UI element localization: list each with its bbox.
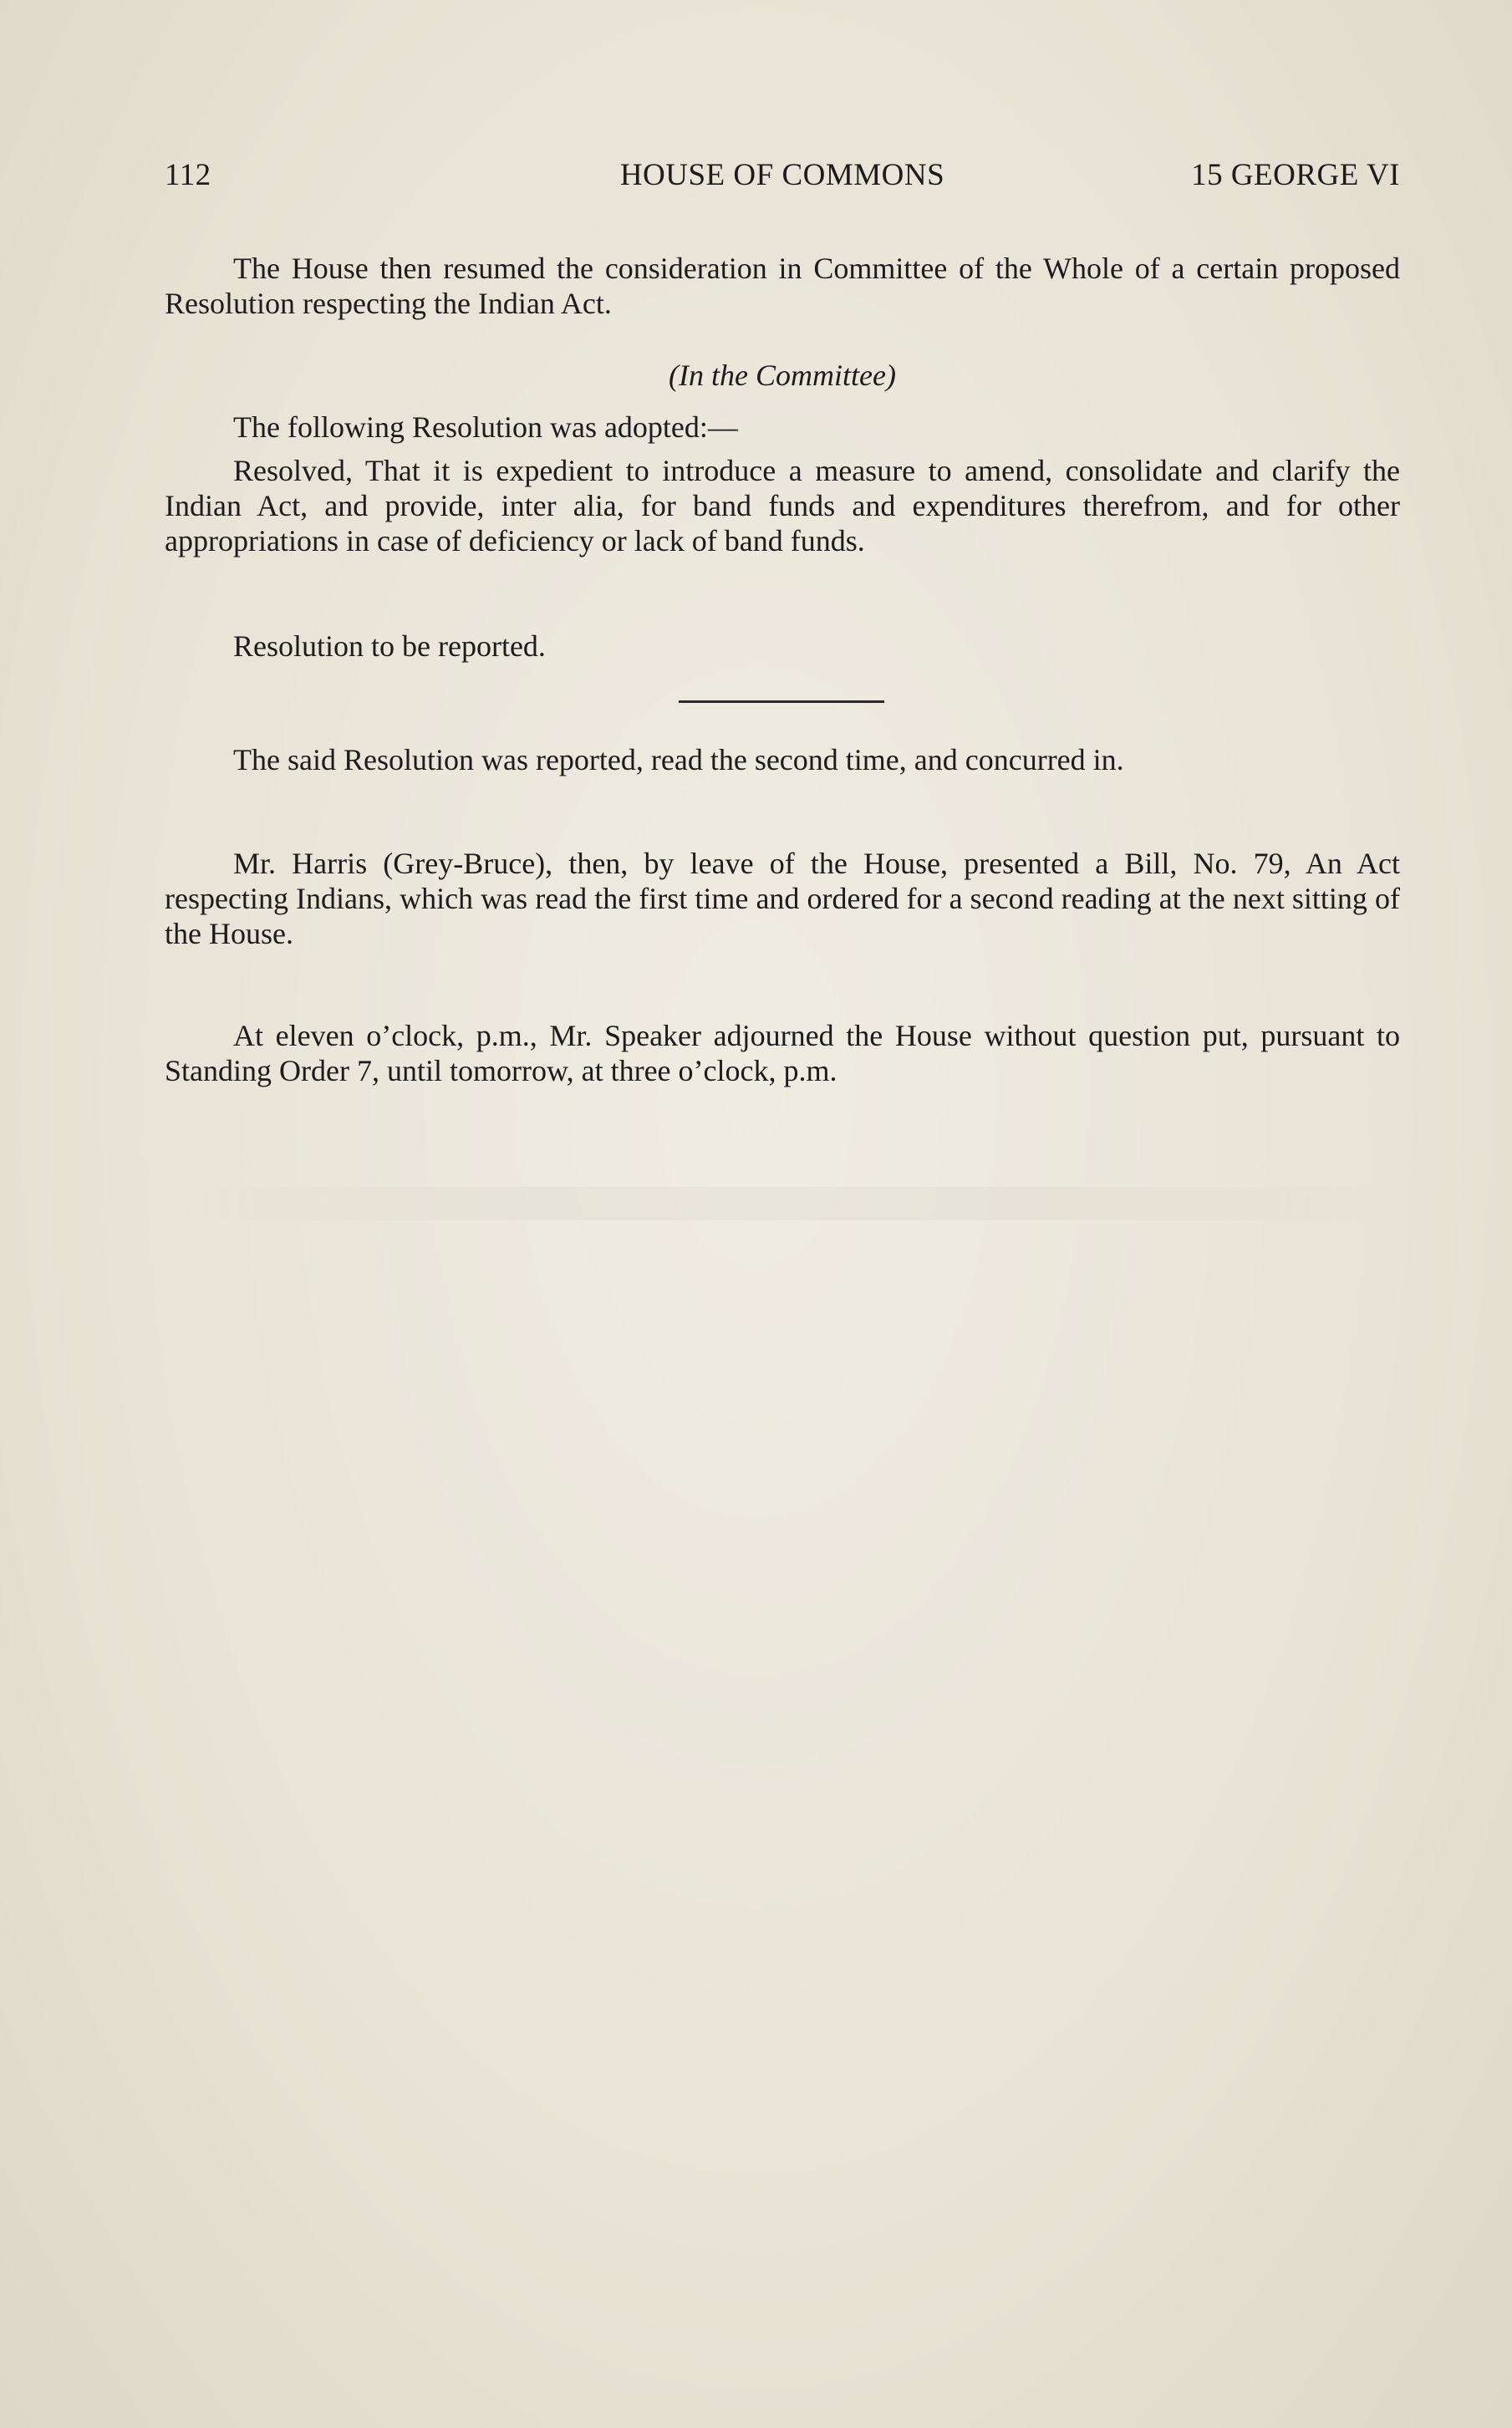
in-committee-heading: (In the Committee) [669,359,896,392]
paragraph-adjournment: At eleven o’clock, p.m., Mr. Speaker adjourned the House without question put, pursuant to Standing Order 7, until tomorrow, at three o’clock, p.m. [165,1019,1400,1087]
paragraph-resolution-adopted: The following Resolution was adopted:— [233,410,738,444]
page-title: HOUSE OF COMMONS [619,158,945,192]
regnal-year: 15 GEORGE VI [1191,158,1400,192]
page-number: 112 [165,158,211,192]
paragraph-to-be-reported: Resolution to be reported. [233,629,546,663]
show-through-texture [163,1187,1400,1220]
paragraph-concurred: The said Resolution was reported, read the second time, and concurred in. [233,743,1124,776]
paragraph-resolved: Resolved, That it is expedient to introduce a measure to amend, consolidate and clarify the Indian Act, and provide, inter alia, for band funds and expenditures therefrom, and for other appropriations in case of deficiency or lack of band funds. [165,454,1400,557]
paragraph-bill-presented: Mr. Harris (Grey-Bruce), then, by leave of the House, presented a Bill, No. 79, An Act respecting Indians, which was read the first time and ordered for a second reading at the next sitting of the House. [165,847,1400,950]
paragraph-resume-committee: The House then resumed the consideration in Committee of the Whole of a certain proposed Resolution respecting the Indian Act. [165,252,1400,320]
section-divider [679,700,884,703]
running-head [165,152,1400,202]
